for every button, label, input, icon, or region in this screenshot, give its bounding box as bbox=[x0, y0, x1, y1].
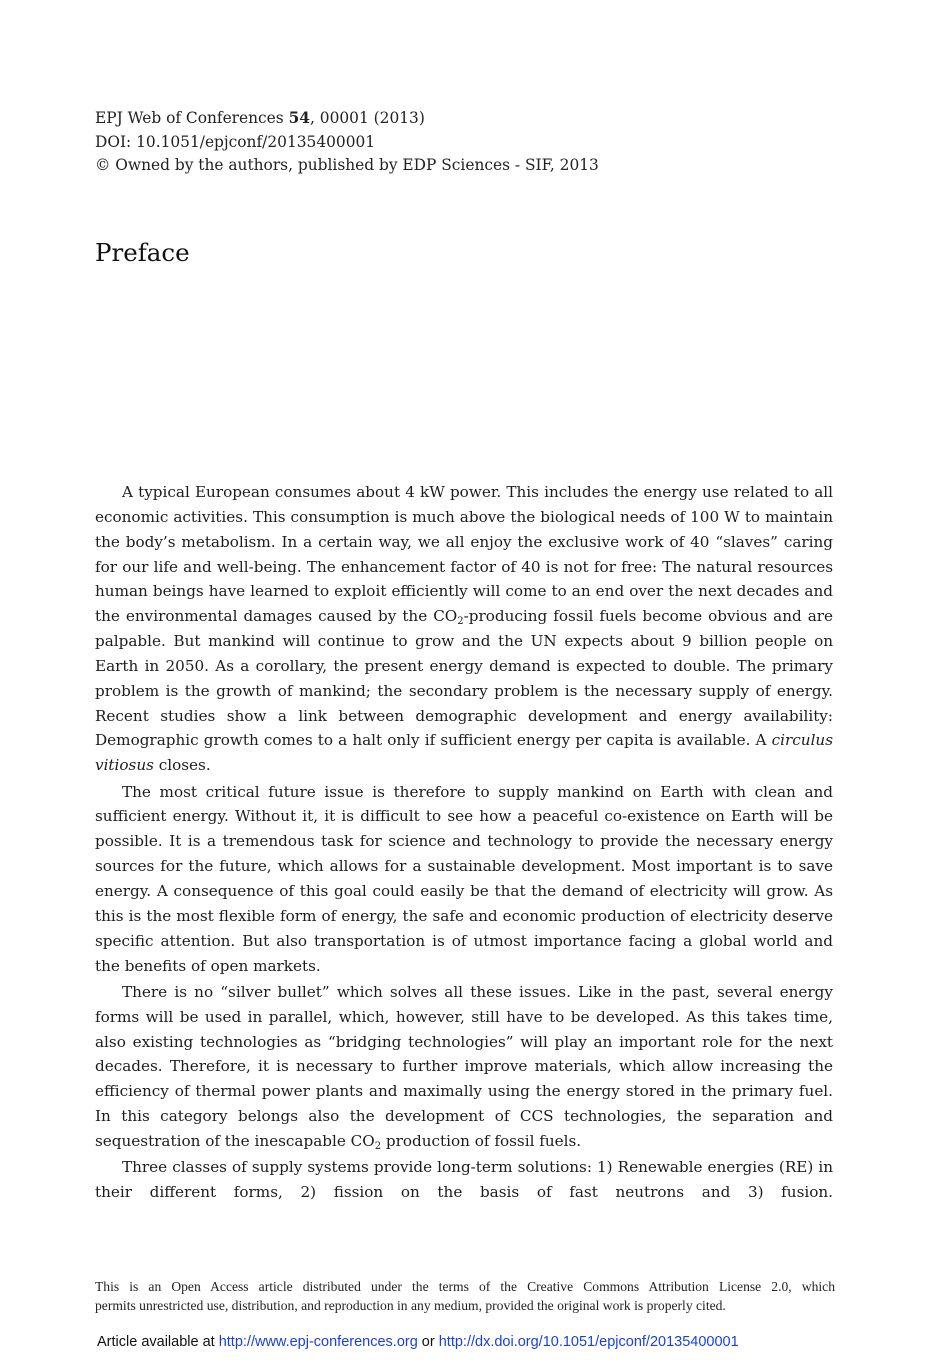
paragraph-4: Three classes of supply systems provide long-term solutions: 1) Renewable energies (RE) in their different forms, 2) fission on the basis of fast neutrons and 3) fusion. bbox=[95, 1158, 833, 1202]
paragraph-1 bbox=[95, 480, 833, 778]
paragraph-3-text-a: There is no “silver bullet” which solves all these issues. Like in the past, several energy forms will be used in parallel, which, however, still have to be developed. As this takes time, also existing technologies as “bridging technologies” will play an important role for the next decades. Therefore, it is necessary to further improve materials, which allow increasing the efficiency of thermal power plants and maximally using the energy stored in the primary fuel. In this category belongs also the development of CCS technologies, the separation and sequestration of the inescapable CO bbox=[95, 982, 833, 1150]
paragraph-3-text-b: production of fossil fuels. bbox=[381, 1131, 582, 1150]
preface-body bbox=[95, 480, 833, 1206]
journal-citation-line bbox=[95, 107, 599, 131]
license-line-2: permits unrestricted use, distribution, and reproduction in any medium, provided the original work is properly cited. bbox=[95, 1297, 726, 1313]
co2-subscript: 2 bbox=[374, 1140, 382, 1152]
availability-prefix: Article available at bbox=[97, 1334, 219, 1350]
license-notice bbox=[95, 1278, 835, 1315]
journal-header bbox=[95, 107, 599, 178]
article-availability bbox=[97, 1334, 739, 1350]
epj-conferences-link[interactable]: http://www.epj-conferences.org bbox=[218, 1334, 418, 1350]
paragraph-3 bbox=[95, 980, 833, 1154]
latin-phrase: circulus vitiosus bbox=[95, 731, 833, 775]
doi-link[interactable]: http://dx.doi.org/10.1051/epjconf/20135400001 bbox=[438, 1334, 739, 1350]
doi-line: DOI: 10.1051/epjconf/20135400001 bbox=[95, 132, 376, 151]
co2-subscript: 2 bbox=[457, 616, 464, 628]
paragraph-1-text-a: A typical European consumes about 4 kW power. This includes the energy use related to all economic activities. This consumption is much above the biological needs of 100 W to maintain the body’s metabolism. In a certain way, we all enjoy the exclusive work of 40 “slaves” caring for our life and well-being. The enhancement factor of 40 is not for free: The natural resources human beings have learned to exploit efficiently will come to an end over the next decades and the environmental damages caused by the CO bbox=[95, 483, 833, 626]
license-line-1: This is an Open Access article distributed under the terms of the Creative Commons Attribution License 2.0, which bbox=[95, 1279, 835, 1294]
availability-or: or bbox=[417, 1334, 439, 1350]
paragraph-1-text-b: -producing fossil fuels become obvious and are palpable. But mankind will continue to grow and the UN expects about 9 billion people on Earth in 2050. As a corollary, the present energy demand is expected to double. The primary problem is the growth of mankind; the secondary problem is the necessary supply of energy. Recent studies show a link between demographic development and energy availability: Demographic growth comes to a halt only if sufficient energy per capita is available. A bbox=[95, 607, 833, 750]
paragraph-1-text-c: closes. bbox=[153, 756, 211, 775]
journal-volume: 54 bbox=[288, 109, 311, 127]
copyright-line: © Owned by the authors, published by EDP Sciences - SIF, 2013 bbox=[95, 156, 599, 174]
page-title: Preface bbox=[95, 238, 190, 267]
article-number: , 00001 (2013) bbox=[310, 109, 425, 127]
paragraph-2: The most critical future issue is therefore to supply mankind on Earth with clean and sufficient energy. Without it, it is difficult to see how a peaceful co-existence on Earth will be possible. It is a tremendous task for science and technology to provide the necessary energy sources for the future, which allows for a sustainable development. Most important is to save energy. A consequence of this goal could easily be that the demand of electricity will grow. As this is the most flexible form of energy, the safe and economic production of electricity deserve specific attention. But also transportation is of utmost importance facing a global world and the benefits of open markets. bbox=[95, 782, 833, 975]
journal-name: EPJ Web of Conferences bbox=[95, 109, 284, 127]
